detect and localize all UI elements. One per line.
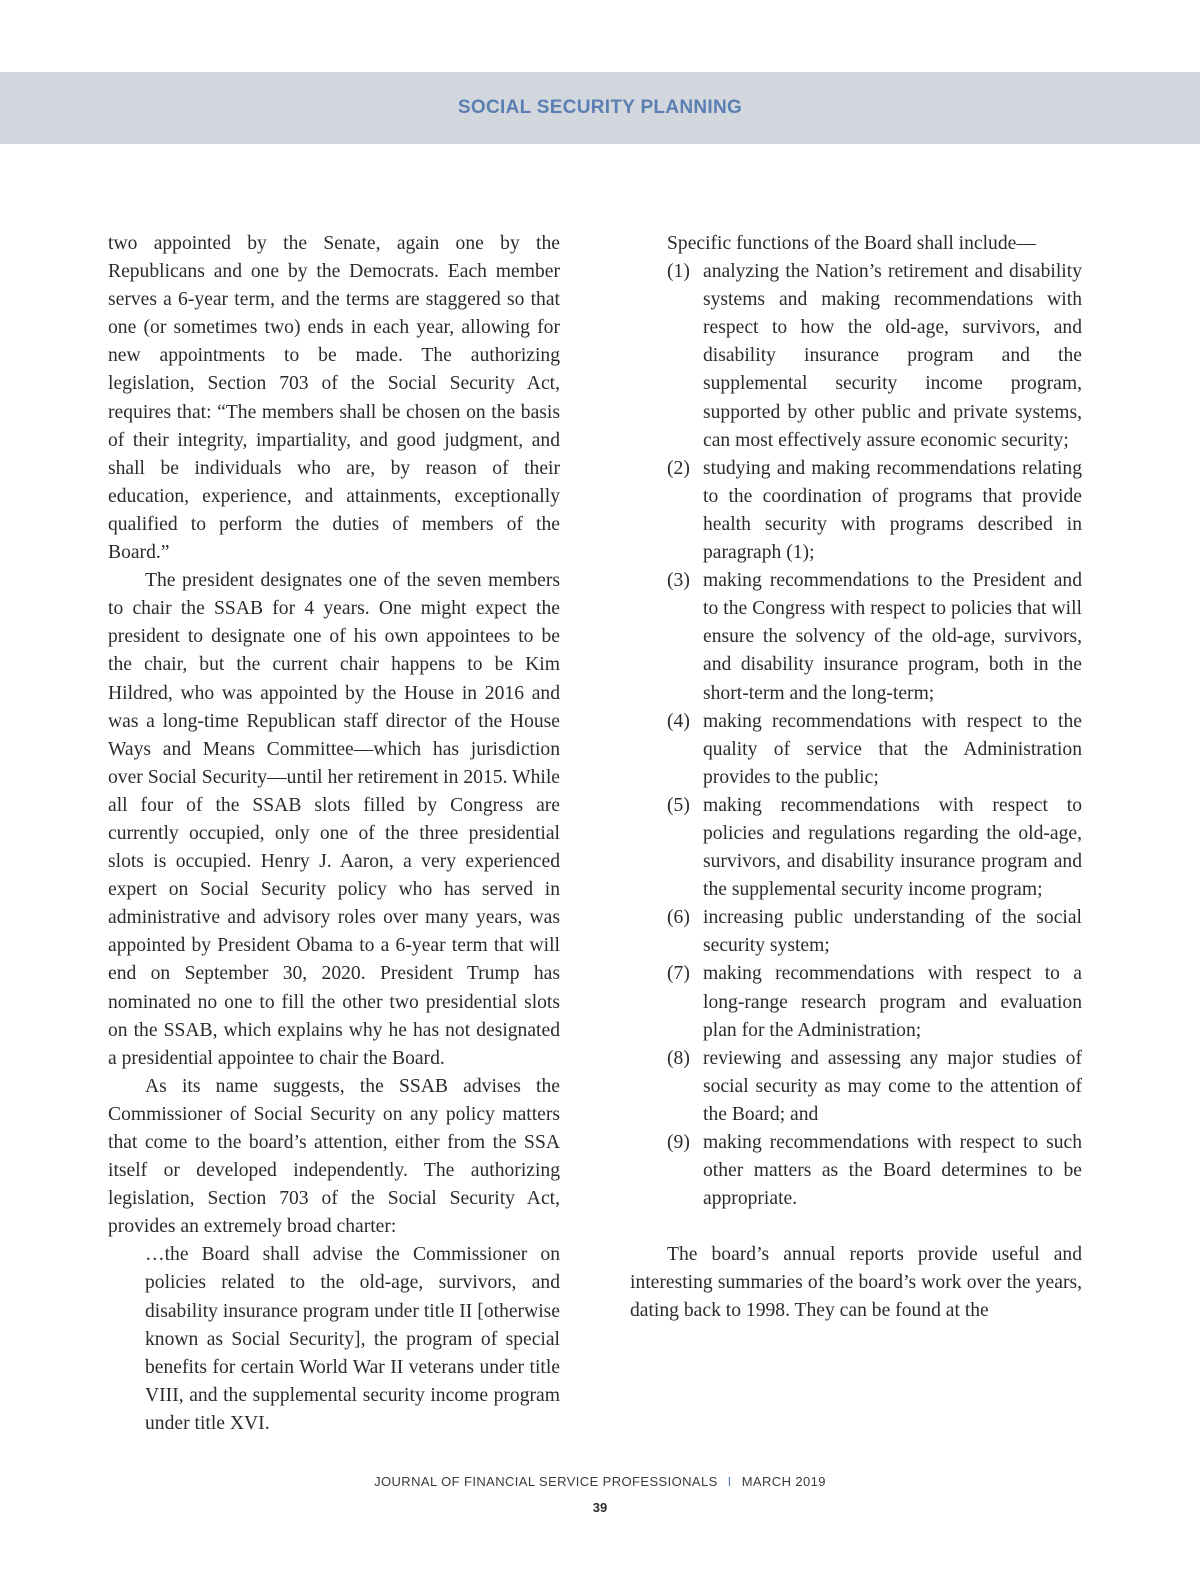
paragraph: The president designates one of the seven members to chair the SSAB for 4 years. One might expect the president to designate one of his own appointees to be the chair, but the current chair happens to be Kim Hildred, who was appointed by the House in 2016 and was a long-time Republican staff director of the House Ways and Means Committee—which has jurisdiction over Social Security—until her retirement in 2015. While all four of the SSAB slots filled by Congress are currently occupied, only one of the three presidential slots is occupied. Henry J. Aaron, a very experienced expert on Social Security policy who has served in administrative and advisory roles over many years, was appointed by President Obama to a 6-year term that will end on September 30, 2020. President Trump has nominated no one to fill the other two presidential slots on the SSAB, which explains why he has not designated a presidential appointee to chair the Board. <box>108 570 560 1069</box>
list-item-text: making recommendations to the President and to the Congress with respect to policies that will ensure the solvency of the old-age, survivors, and disability insurance program, both in the short-term and the long-term; <box>703 570 1082 704</box>
list-item-number: (9) <box>667 1132 690 1153</box>
list-item-text: studying and making recommendations relating to the coordination of programs that provide health security with programs described in paragraph (1); <box>703 457 1082 564</box>
paragraph: two appointed by the Senate, again one by the Republicans and one by the Democrats. Each member serves a 6-year term, and the terms are staggered so that one (or sometimes two) ends in each year, allowing for new appointments to be made. The authorizing legislation, Section 703 of the Social Security Act, requires that: “The members shall be chosen on the basis of their integrity, impartiality, and good judgment, and shall be individuals who are, by reason of their education, experience, and attainments, exceptionally qualified to perform the duties of members of the Board.” <box>108 233 560 564</box>
paragraph: As its name suggests, the SSAB advises the Commissioner of Social Security on any policy matters that come to the board’s attention, either from the SSA itself or developed independently. The authorizing legislation, Section 703 of the Social Security Act, provides an extremely broad charter: <box>108 1075 560 1238</box>
right-column <box>630 230 1082 1326</box>
list-item-text: analyzing the Nation’s retirement and disability systems and making recommendations with respect to how the old-age, survivors, and disability insurance program and the supplemental security income program, supported by other public and private systems, can most effectively assure economic security; <box>703 261 1082 451</box>
list-item <box>630 1129 1082 1213</box>
list-item-text: making recommendations with respect to such other matters as the Board determines to be appropriate. <box>703 1132 1082 1210</box>
list-item-number: (5) <box>667 794 690 816</box>
list-item-text: making recommendations with respect to the quality of service that the Administration provides to the public; <box>703 710 1082 788</box>
list-item <box>630 960 1082 1044</box>
list-item-number: (8) <box>667 1047 690 1069</box>
issue-date: MARCH 2019 <box>741 1474 826 1489</box>
functions-list <box>630 258 1082 1213</box>
list-item-number: (6) <box>667 907 690 929</box>
page-footer <box>0 1474 1200 1489</box>
list-item-number: (7) <box>667 963 690 985</box>
list-item-number: (4) <box>667 710 690 732</box>
list-item-number: (2) <box>667 457 690 479</box>
list-item-text: increasing public understanding of the social security system; <box>703 907 1082 957</box>
list-item-number: (3) <box>667 570 690 592</box>
functions-list-intro: Specific functions of the Board shall include— <box>667 233 1036 254</box>
list-item <box>630 455 1082 567</box>
block-quote: …the Board shall advise the Commissioner on policies related to the old-age, survivors, and disability insurance program under title II [otherwise known as Social Security], the program of special benefits for certain World War II veterans under title VIII, and the supplemental security income program under title XVI. <box>145 1244 560 1434</box>
closing-paragraph: The board’s annual reports provide useful and interesting summaries of the board’s work over the years, dating back to 1998. They can be found at the <box>630 1244 1082 1322</box>
list-item <box>630 567 1082 707</box>
list-item <box>630 1045 1082 1129</box>
list-item-text: reviewing and assessing any major studies of social security as may come to the attention of the Board; and <box>703 1047 1082 1125</box>
list-item <box>630 792 1082 904</box>
left-column <box>108 230 560 1438</box>
section-banner <box>0 72 1200 144</box>
list-item <box>630 258 1082 455</box>
footer-separator: I <box>727 1474 732 1489</box>
page-number: 39 <box>592 1500 608 1515</box>
list-item-text: making recommendations with respect to policies and regulations regarding the old-age, survivors, and disability insurance program and the supplemental security income program; <box>703 794 1082 901</box>
journal-name: JOURNAL OF FINANCIAL SERVICE PROFESSIONALS <box>374 1474 718 1489</box>
list-item <box>630 708 1082 792</box>
section-title: SOCIAL SECURITY PLANNING <box>457 97 743 118</box>
list-item <box>630 904 1082 960</box>
list-item-number: (1) <box>667 261 690 283</box>
list-item-text: making recommendations with respect to a long-range research program and evaluation plan for the Administration; <box>703 963 1082 1041</box>
